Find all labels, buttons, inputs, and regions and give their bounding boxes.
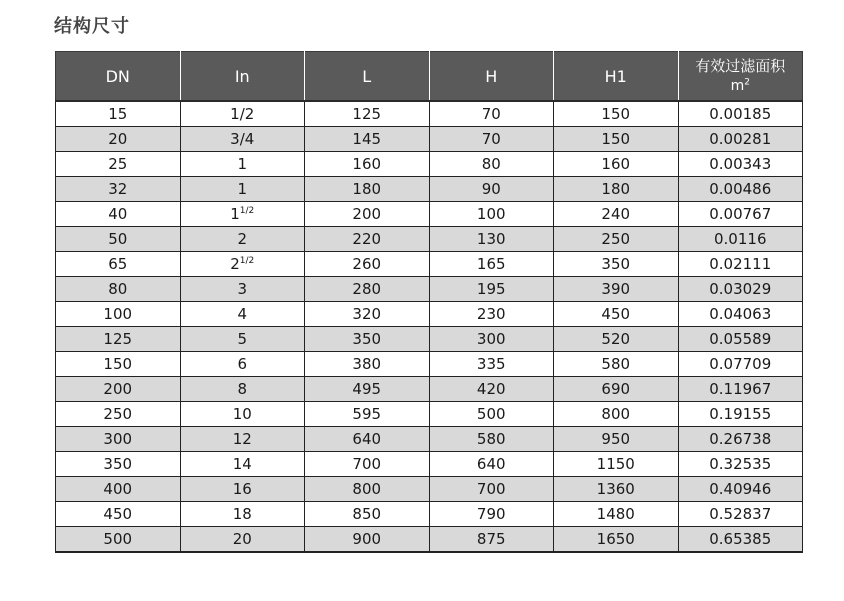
cell-l-value: 700 bbox=[352, 455, 382, 473]
cell-l-value: 160 bbox=[352, 155, 382, 173]
cell-dn-value: 250 bbox=[103, 405, 133, 423]
cell-in-value: 2 bbox=[237, 230, 248, 248]
table-row bbox=[56, 202, 803, 227]
cell-in-value: 4 bbox=[237, 305, 248, 323]
cell-in bbox=[180, 452, 305, 477]
cell-area bbox=[678, 452, 803, 477]
cell-h bbox=[429, 377, 554, 402]
cell-l bbox=[305, 352, 430, 377]
cell-l bbox=[305, 527, 430, 553]
cell-h bbox=[429, 477, 554, 502]
cell-in bbox=[180, 352, 305, 377]
table-row bbox=[56, 302, 803, 327]
cell-l bbox=[305, 302, 430, 327]
cell-h-value: 130 bbox=[476, 230, 506, 248]
cell-h1 bbox=[554, 101, 679, 127]
cell-dn bbox=[56, 252, 181, 277]
cell-h-value: 100 bbox=[476, 205, 506, 223]
cell-h-value: 700 bbox=[476, 480, 506, 498]
cell-h1-value: 690 bbox=[601, 380, 631, 398]
cell-l-value: 640 bbox=[352, 430, 382, 448]
cell-in-value: 5 bbox=[237, 330, 248, 348]
cell-h1 bbox=[554, 502, 679, 527]
column-header-h1: H1 bbox=[554, 52, 679, 102]
cell-h-value: 790 bbox=[476, 505, 506, 523]
cell-area-value: 0.05589 bbox=[709, 330, 772, 348]
column-header-h: H bbox=[429, 52, 554, 102]
cell-dn-value: 125 bbox=[103, 330, 133, 348]
cell-in-value: 8 bbox=[237, 380, 248, 398]
cell-h1-value: 950 bbox=[601, 430, 631, 448]
cell-dn-value: 150 bbox=[103, 355, 133, 373]
cell-area-value: 0.0116 bbox=[714, 230, 767, 248]
cell-h-value: 70 bbox=[481, 130, 501, 148]
cell-h1-value: 160 bbox=[601, 155, 631, 173]
cell-l-value: 850 bbox=[352, 505, 382, 523]
table-row bbox=[56, 477, 803, 502]
cell-h-value: 195 bbox=[476, 280, 506, 298]
cell-in-value: 6 bbox=[237, 355, 248, 373]
cell-in bbox=[180, 377, 305, 402]
cell-h bbox=[429, 277, 554, 302]
cell-area bbox=[678, 202, 803, 227]
cell-h bbox=[429, 127, 554, 152]
cell-h1-value: 1650 bbox=[596, 530, 635, 548]
cell-h-value: 500 bbox=[476, 405, 506, 423]
cell-h1 bbox=[554, 327, 679, 352]
cell-area-value: 0.26738 bbox=[709, 430, 772, 448]
cell-area bbox=[678, 152, 803, 177]
cell-dn bbox=[56, 402, 181, 427]
cell-h-value: 165 bbox=[476, 255, 506, 273]
table-row bbox=[56, 101, 803, 127]
cell-h1-value: 150 bbox=[601, 105, 631, 123]
cell-area bbox=[678, 101, 803, 127]
cell-l-value: 145 bbox=[352, 130, 382, 148]
filter-area-label: 有效过滤面积 bbox=[695, 57, 786, 75]
cell-area bbox=[678, 527, 803, 553]
cell-l bbox=[305, 227, 430, 252]
cell-h-value: 580 bbox=[476, 430, 506, 448]
cell-dn bbox=[56, 127, 181, 152]
table-row bbox=[56, 277, 803, 302]
cell-h1 bbox=[554, 477, 679, 502]
cell-in-value: 3/4 bbox=[230, 130, 255, 148]
table-row bbox=[56, 452, 803, 477]
cell-in bbox=[180, 277, 305, 302]
cell-l bbox=[305, 402, 430, 427]
cell-in bbox=[180, 177, 305, 202]
cell-in-value: 1 bbox=[230, 205, 240, 223]
cell-l bbox=[305, 152, 430, 177]
cell-area-value: 0.00767 bbox=[709, 205, 772, 223]
cell-l bbox=[305, 127, 430, 152]
cell-l bbox=[305, 177, 430, 202]
cell-dn bbox=[56, 101, 181, 127]
cell-dn bbox=[56, 352, 181, 377]
cell-dn-value: 50 bbox=[108, 230, 128, 248]
cell-l-value: 320 bbox=[352, 305, 382, 323]
cell-l-value: 350 bbox=[352, 330, 382, 348]
cell-l-value: 260 bbox=[352, 255, 382, 273]
cell-dn-value: 20 bbox=[108, 130, 128, 148]
cell-area-value: 0.40946 bbox=[709, 480, 772, 498]
cell-dn bbox=[56, 327, 181, 352]
cell-h1-value: 390 bbox=[601, 280, 631, 298]
table-header bbox=[56, 52, 803, 102]
table-body bbox=[56, 101, 803, 552]
cell-area-value: 0.19155 bbox=[709, 405, 772, 423]
cell-dn-value: 80 bbox=[108, 280, 128, 298]
cell-area-value: 0.65385 bbox=[709, 530, 772, 548]
cell-area-value: 0.52837 bbox=[709, 505, 772, 523]
table-row bbox=[56, 352, 803, 377]
cell-h1-value: 800 bbox=[601, 405, 631, 423]
cell-h bbox=[429, 452, 554, 477]
cell-h-value: 875 bbox=[476, 530, 506, 548]
cell-area-value: 0.03029 bbox=[709, 280, 772, 298]
cell-area bbox=[678, 502, 803, 527]
cell-h1-value: 180 bbox=[601, 180, 631, 198]
cell-area-value: 0.07709 bbox=[709, 355, 772, 373]
cell-h bbox=[429, 252, 554, 277]
cell-l-value: 800 bbox=[352, 480, 382, 498]
cell-h bbox=[429, 302, 554, 327]
cell-l bbox=[305, 252, 430, 277]
cell-l bbox=[305, 101, 430, 127]
column-header-dn: DN bbox=[56, 52, 181, 102]
table-row bbox=[56, 127, 803, 152]
cell-area-value: 0.00281 bbox=[709, 130, 772, 148]
cell-area-value: 0.11967 bbox=[709, 380, 772, 398]
cell-h bbox=[429, 352, 554, 377]
cell-dn-value: 40 bbox=[108, 205, 128, 223]
cell-dn bbox=[56, 477, 181, 502]
cell-area bbox=[678, 327, 803, 352]
cell-area bbox=[678, 227, 803, 252]
cell-h1-value: 450 bbox=[601, 305, 631, 323]
column-header-l: L bbox=[305, 52, 430, 102]
table-row bbox=[56, 402, 803, 427]
cell-in bbox=[180, 152, 305, 177]
filter-area-unit-base: m bbox=[730, 78, 745, 94]
cell-h1 bbox=[554, 277, 679, 302]
cell-in bbox=[180, 227, 305, 252]
cell-dn-value: 350 bbox=[103, 455, 133, 473]
cell-l bbox=[305, 502, 430, 527]
cell-in-value: 1 bbox=[237, 180, 248, 198]
cell-in-fraction: 1/2 bbox=[239, 256, 255, 266]
cell-area-value: 0.32535 bbox=[709, 455, 772, 473]
dimensions-table bbox=[55, 51, 803, 553]
cell-h1 bbox=[554, 227, 679, 252]
cell-dn bbox=[56, 177, 181, 202]
cell-h-value: 300 bbox=[476, 330, 506, 348]
cell-dn bbox=[56, 152, 181, 177]
cell-area bbox=[678, 352, 803, 377]
table-row bbox=[56, 527, 803, 553]
cell-dn bbox=[56, 502, 181, 527]
cell-h-value: 70 bbox=[481, 105, 501, 123]
section-title: 结构尺寸 bbox=[54, 16, 130, 37]
cell-in-value: 20 bbox=[232, 530, 252, 548]
cell-dn-value: 400 bbox=[103, 480, 133, 498]
cell-in-value: 10 bbox=[232, 405, 252, 423]
cell-h-value: 90 bbox=[481, 180, 501, 198]
cell-h1-value: 240 bbox=[601, 205, 631, 223]
cell-h-value: 230 bbox=[476, 305, 506, 323]
cell-in bbox=[180, 127, 305, 152]
cell-dn-value: 65 bbox=[108, 255, 128, 273]
cell-h bbox=[429, 227, 554, 252]
cell-in bbox=[180, 252, 305, 277]
cell-h1-value: 580 bbox=[601, 355, 631, 373]
table-row bbox=[56, 327, 803, 352]
cell-in-fraction: 1/2 bbox=[239, 206, 255, 216]
cell-h1 bbox=[554, 202, 679, 227]
cell-area-value: 0.00486 bbox=[709, 180, 772, 198]
cell-in bbox=[180, 101, 305, 127]
cell-in bbox=[180, 427, 305, 452]
cell-area-value: 0.00185 bbox=[709, 105, 772, 123]
cell-area bbox=[678, 477, 803, 502]
cell-in-value: 16 bbox=[232, 480, 252, 498]
cell-l bbox=[305, 377, 430, 402]
cell-dn bbox=[56, 452, 181, 477]
cell-l-value: 495 bbox=[352, 380, 382, 398]
cell-h1-value: 1150 bbox=[596, 455, 635, 473]
cell-dn bbox=[56, 527, 181, 553]
cell-h1 bbox=[554, 427, 679, 452]
cell-h bbox=[429, 101, 554, 127]
cell-area bbox=[678, 427, 803, 452]
cell-h1 bbox=[554, 452, 679, 477]
cell-in bbox=[180, 502, 305, 527]
cell-dn-value: 300 bbox=[103, 430, 133, 448]
cell-in-value: 12 bbox=[232, 430, 252, 448]
cell-area bbox=[678, 402, 803, 427]
cell-dn bbox=[56, 302, 181, 327]
cell-h1 bbox=[554, 177, 679, 202]
cell-dn-value: 32 bbox=[108, 180, 128, 198]
table-row bbox=[56, 177, 803, 202]
cell-h1 bbox=[554, 302, 679, 327]
table-row bbox=[56, 227, 803, 252]
cell-area bbox=[678, 377, 803, 402]
cell-h1 bbox=[554, 352, 679, 377]
table-row bbox=[56, 152, 803, 177]
cell-l-value: 900 bbox=[352, 530, 382, 548]
cell-dn-value: 15 bbox=[108, 105, 128, 123]
cell-dn-value: 25 bbox=[108, 155, 128, 173]
cell-h1 bbox=[554, 252, 679, 277]
cell-dn bbox=[56, 277, 181, 302]
cell-h-value: 80 bbox=[481, 155, 501, 173]
cell-area-value: 0.00343 bbox=[709, 155, 772, 173]
cell-l-value: 280 bbox=[352, 280, 382, 298]
cell-area bbox=[678, 127, 803, 152]
cell-l bbox=[305, 477, 430, 502]
cell-dn-value: 450 bbox=[103, 505, 133, 523]
cell-h1-value: 1480 bbox=[596, 505, 635, 523]
cell-h1-value: 250 bbox=[601, 230, 631, 248]
cell-dn bbox=[56, 427, 181, 452]
cell-in bbox=[180, 202, 305, 227]
cell-l-value: 200 bbox=[352, 205, 382, 223]
cell-area bbox=[678, 277, 803, 302]
cell-area bbox=[678, 302, 803, 327]
cell-h bbox=[429, 427, 554, 452]
table-row bbox=[56, 502, 803, 527]
cell-area-value: 0.02111 bbox=[709, 255, 772, 273]
table-row bbox=[56, 252, 803, 277]
cell-in bbox=[180, 477, 305, 502]
cell-l bbox=[305, 427, 430, 452]
filter-area-unit bbox=[679, 76, 803, 96]
cell-dn bbox=[56, 377, 181, 402]
cell-h1 bbox=[554, 402, 679, 427]
cell-dn bbox=[56, 227, 181, 252]
cell-l-value: 595 bbox=[352, 405, 382, 423]
cell-h1-value: 350 bbox=[601, 255, 631, 273]
cell-dn-value: 200 bbox=[103, 380, 133, 398]
cell-in-value: 2 bbox=[230, 255, 240, 273]
cell-area-value: 0.04063 bbox=[709, 305, 772, 323]
cell-in bbox=[180, 527, 305, 553]
cell-h-value: 640 bbox=[476, 455, 506, 473]
cell-in bbox=[180, 302, 305, 327]
cell-l-value: 220 bbox=[352, 230, 382, 248]
cell-h1 bbox=[554, 527, 679, 553]
cell-dn-value: 500 bbox=[103, 530, 133, 548]
filter-area-unit-exponent: 2 bbox=[744, 77, 750, 88]
cell-h-value: 335 bbox=[476, 355, 506, 373]
cell-l bbox=[305, 452, 430, 477]
cell-in-value: 3 bbox=[237, 280, 248, 298]
table-row bbox=[56, 377, 803, 402]
cell-h1 bbox=[554, 377, 679, 402]
cell-l-value: 180 bbox=[352, 180, 382, 198]
cell-l-value: 380 bbox=[352, 355, 382, 373]
cell-in-value: 14 bbox=[232, 455, 252, 473]
cell-h bbox=[429, 327, 554, 352]
cell-h1 bbox=[554, 152, 679, 177]
cell-area bbox=[678, 177, 803, 202]
cell-h bbox=[429, 202, 554, 227]
table-row bbox=[56, 427, 803, 452]
column-header-filter-area bbox=[678, 52, 803, 102]
cell-h1-value: 520 bbox=[601, 330, 631, 348]
header-row bbox=[56, 52, 803, 102]
cell-in-value: 18 bbox=[232, 505, 252, 523]
cell-in bbox=[180, 402, 305, 427]
cell-h-value: 420 bbox=[476, 380, 506, 398]
cell-in-value: 1 bbox=[237, 155, 248, 173]
cell-in bbox=[180, 327, 305, 352]
cell-h bbox=[429, 152, 554, 177]
cell-in-value: 1/2 bbox=[230, 105, 255, 123]
column-header-in: In bbox=[180, 52, 305, 102]
cell-dn bbox=[56, 202, 181, 227]
cell-l bbox=[305, 202, 430, 227]
cell-h bbox=[429, 177, 554, 202]
cell-l bbox=[305, 277, 430, 302]
cell-l bbox=[305, 327, 430, 352]
cell-l-value: 125 bbox=[352, 105, 382, 123]
cell-h1-value: 150 bbox=[601, 130, 631, 148]
cell-dn-value: 100 bbox=[103, 305, 133, 323]
cell-h1-value: 1360 bbox=[596, 480, 635, 498]
cell-h bbox=[429, 502, 554, 527]
cell-h bbox=[429, 402, 554, 427]
cell-h bbox=[429, 527, 554, 553]
cell-area bbox=[678, 252, 803, 277]
cell-h1 bbox=[554, 127, 679, 152]
